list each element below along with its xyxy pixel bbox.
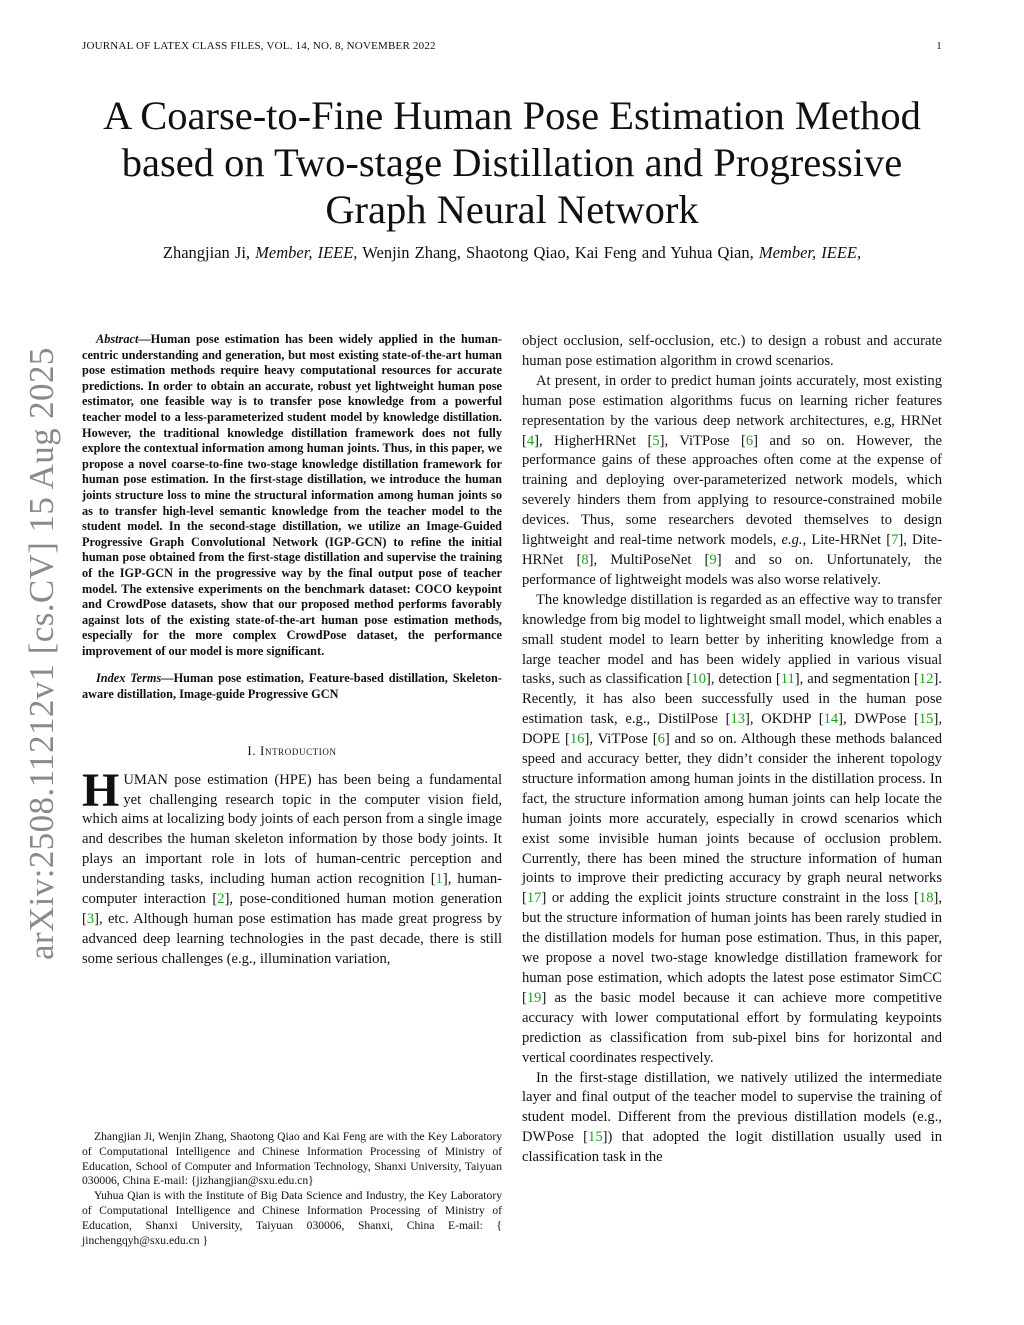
title-line: Graph Neural Network [325,187,699,232]
text-run: e.g. [781,532,803,549]
page-number: 1 [936,40,942,52]
abstract-label: Abstract [96,332,139,346]
section-number: I. [247,742,261,758]
citation-link[interactable]: 16 [569,731,585,748]
citation-link[interactable]: 8 [581,551,589,568]
text-run: At present, in order to predict human joints accurately, most existing human pose estimation algorithms fucus on learning richer features representation by the various deep network architectures, e.g, HRNet [ [522,372,942,449]
citation-link[interactable]: 10 [691,671,706,688]
title-line: A Coarse-to-Fine Human Pose Estimation Method [103,93,921,138]
text-run: ] or adding the explicit joints structure constraint in the loss [ [541,890,919,907]
author-list [60,243,964,263]
citation-link[interactable]: 6 [657,731,665,748]
author-membership: Member, IEEE, [255,243,358,262]
author-names: Wenjin Zhang, Shaotong Qiao, Kai Feng and Yuhua Qian, [357,243,759,262]
author-names: Zhangjian Ji, [162,243,256,262]
citation-link[interactable]: 19 [526,989,542,1006]
arxiv-identifier-stamp [20,347,61,960]
footnotes [82,1130,502,1248]
citation-link[interactable]: 15 [918,711,934,728]
body-paragraph: object occlusion, self-occlusion, etc.) to design a robust and accurate human pose estimation algorithm in crowd scenarios. [522,333,942,369]
citation-link[interactable]: 6 [745,432,754,449]
text-run: ], ViTPose [ [584,731,658,748]
text-run: ]. Recently, it has also been successfully used in the human pose estimation task, e.g., DistilPose [ [522,671,942,728]
text-run: ] and so on. Unfortunately, the performance of lightweight models was also worse relatively. [522,551,942,588]
section-heading-introduction [82,743,502,759]
index-terms-text: —Human pose estimation, Feature-based distillation, Skeleton-aware distillation, Image-guide Progressive GCN [82,671,502,702]
text-run: ], etc. Although human pose estimation has made great progress by advanced deep learning technologies in the past decade, there is still some serious challenges (e.g., illumination variation, [82,911,502,967]
citation-link[interactable]: 12 [918,671,934,688]
paper-title [60,92,964,233]
abstract [82,332,502,659]
body-paragraph [522,372,942,591]
text-run: ], ViTPose [ [659,432,746,449]
citation-link[interactable]: 4 [526,432,535,449]
text-run: ], but the structure information of human joints has been rarely studied in the distillation models for human pose estimation. Thus, in this paper, we propose a novel two-stage knowledge distillation framework for human pose estimation, which adopts the latest pose estimator SimCC [ [522,890,942,1006]
text-run: ], human-computer interaction [ [82,871,502,908]
citation-link[interactable]: 15 [588,1129,603,1146]
text-run: ]) that adopted the logit distillation usually used in classification task in the [522,1129,942,1166]
citation-link[interactable]: 9 [709,551,717,568]
title-line: based on Two-stage Distillation and Progressive [121,140,903,185]
text-run: ], OKDHP [ [745,711,824,728]
first-word-rest: UMAN [123,771,168,788]
index-terms [82,671,502,702]
text-run: ], DWPose [ [838,711,919,728]
text-run: , Lite-HRNet [ [802,532,892,549]
right-column [522,332,942,1168]
text-run: ], detection [ [705,671,781,688]
text-run: ] and so on. However, the performance gains of these approaches often come at the expense of training and deploying over-parameterized network models, which severely hinders them from applying to resource-constrained mobile devices. Thus, some researchers devoted themselves to design lightweight and real-time network models, [522,432,942,549]
footnote-affiliation-1: Zhangjian Ji, Wenjin Zhang, Shaotong Qiao and Kai Feng are with the Key Laboratory of Computational Intelligence and Chinese Information Processing of Ministry of Education, School of Computer and Information Technology, Shanxi University, Taiyuan 030006, China E-mail: {jizhangjian@sxu.edu.cn} [82,1130,502,1188]
author-membership: Member, IEEE, [758,243,862,262]
citation-link[interactable]: 13 [730,711,746,728]
citation-link[interactable]: 5 [652,432,660,449]
intro-paragraph [82,763,503,970]
text-run: The knowledge distillation is regarded as an effective way to transfer knowledge from big model to lightweight small model, which enables a small student model to learn better by inheriting knowledge from a large teacher model and has been widely applied in various visual tasks, such as classification [ [522,591,942,688]
citation-link[interactable]: 14 [823,711,839,728]
text-run: pose estimation (HPE) has been being a fundamental yet challenging research topic in the computer vision field, which aims at localizing body joints of each person from a single image and describes the human skeleton information by those body joints. It plays an important role in lots of human-centric perception and understanding tasks, including human action recognition [ [82,771,502,888]
text-run: ], DOPE [ [522,711,942,748]
citation-link[interactable]: 11 [780,671,795,688]
citation-link[interactable]: 7 [891,532,899,549]
text-run: In the first-stage distillation, we natively utilized the intermediate layer and final output of the teacher model to supervise the training of student model. Different from the previous distillation models (e.g., DWPose [ [522,1069,942,1146]
text-run: ] as the basic model because it can achieve more competitive accuracy with lower computational effort by formulating keypoints prediction as classification from sub-pixel bins for horizontal and vertical coordinates respectively. [522,989,942,1066]
citation-link[interactable]: 2 [217,891,225,908]
footnote-affiliation-2: Yuhua Qian is with the Institute of Big Data Science and Industry, the Key Laboratory of Computational Intelligence and Chinese Information Processing of Ministry of Education, Shanxi University, Taiyuan 030006, Shanxi, China E-mail: { jinchengqyh@sxu.edu.cn } [82,1189,502,1247]
text-run: ], Dite-HRNet [ [522,532,942,568]
text-run: ], HigherHRNet [ [534,432,653,449]
text-run: ], and segmentation [ [794,671,919,688]
citation-link[interactable]: 17 [526,890,542,907]
text-run: ], pose-conditioned human motion generation [ [82,891,503,927]
arxiv-id: arXiv:2508.11212v1 [cs.CV] 15 Aug 2025 [22,347,61,960]
citation-link[interactable]: 3 [86,911,95,927]
body-paragraph [522,591,942,1069]
journal-header: JOURNAL OF LATEX CLASS FILES, VOL. 14, NO. 8, NOVEMBER 2022 [82,40,436,52]
section-title: Introduction [260,742,337,758]
abstract-text: —Human pose estimation has been widely applied in the human-centric understanding and generation, but most existing state-of-the-art human pose estimation methods require heavy computational resources for accurate predictions. In order to obtain an accurate, robust yet lightweight human pose estimator, one feasible way is to transfer pose knowledge from a powerful teacher model to a less-parameterized student model by knowledge distillation. However, the traditional knowledge distillation framework does not fully explore the contextual information among human joints. Thus, in this paper, we propose a novel coarse-to-fine two-stage knowledge distillation framework for human pose estimation. In the first-stage distillation, we introduce the human joints structure loss to mine the structural information among human joints so as to transfer high-level semantic knowledge from the teacher model to the student model. In the second-stage distillation, we utilize an Image-Guided Progressive Graph Convolutional Network (IGP-GCN) to refine the initial human pose obtained from the first-stage distillation and supervise the training of the IGP-GCN in the progressive way by the final output pose of teacher model. The extensive experiments on the benchmark dataset: COCO keypoint and CrowdPose datasets, show that our proposed method performs favorably against lots of the existing state-of-the-art human pose estimation methods, especially for the more complex CrowdPose dataset, the performance improvement of our model is more significant. [82,332,502,658]
text-run: ] and so on. Although these methods balanced speed and accuracy better, they didn’t consider the inherent topology structure information among human joints in the distillation process. In fact, the structure information among human joints can help locate the human joints more accurately, especially in crowd scenarios which exist some invisible human joints because of occlusion problem. Currently, there has been mined the structure information of human joints to improve their predicting accuracy by graph neural networks [ [522,731,942,907]
citation-link[interactable]: 1 [435,871,443,888]
left-column [82,332,502,970]
index-terms-label: Index Terms [96,671,162,686]
body-paragraph [522,1069,942,1169]
drop-cap: H [82,763,120,817]
text-run: ], MultiPoseNet [ [588,551,710,568]
citation-link[interactable]: 18 [918,890,934,907]
